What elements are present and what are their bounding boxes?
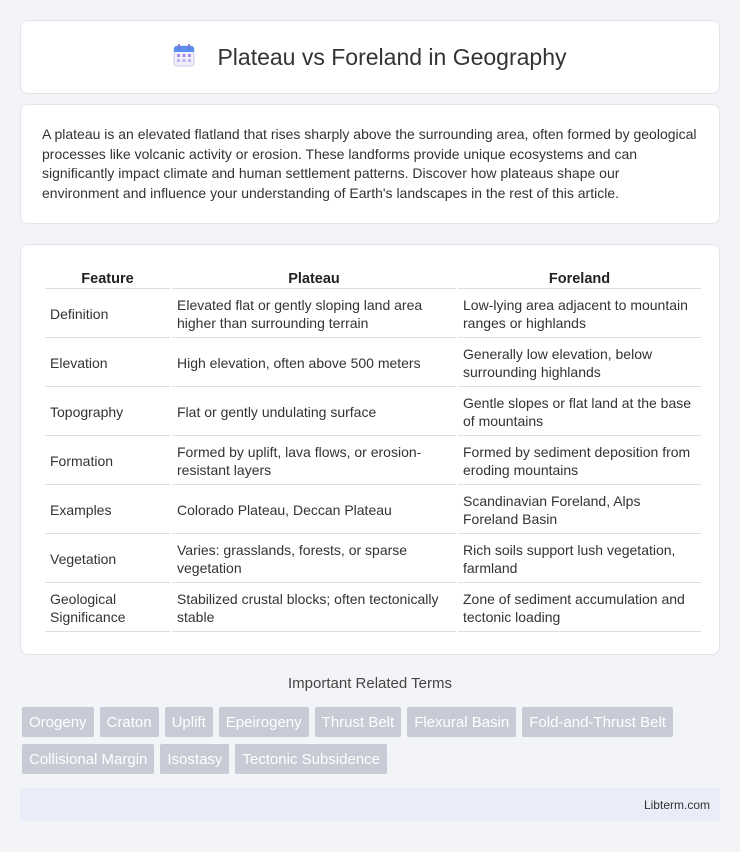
table-row bbox=[45, 389, 701, 436]
intro-text: A plateau is an elevated flatland that rises sharply above the surrounding area, often formed by geological processes like volcanic activity or erosion. These landforms provide unique ecosystems and can significantly impact climate and human settlement patterns. Discover how plateaus shape our environment and influence your understanding of Earth's landscapes in the rest of this article. bbox=[42, 126, 697, 201]
comparison-table-card bbox=[20, 244, 720, 655]
plateau-cell: Stabilized crustal blocks; often tectonically stable bbox=[172, 585, 456, 632]
calendar-icon bbox=[173, 43, 195, 72]
foreland-cell: Scandinavian Foreland, Alps Foreland Basin bbox=[458, 487, 701, 534]
foreland-cell: Formed by sediment deposition from eroding mountains bbox=[458, 438, 701, 485]
tag-collisional-margin[interactable]: Collisional Margin bbox=[22, 744, 154, 774]
foreland-cell: Low-lying area adjacent to mountain ranges or highlands bbox=[458, 291, 701, 338]
tag-uplift[interactable]: Uplift bbox=[165, 707, 213, 737]
comparison-table bbox=[43, 265, 703, 634]
table-row bbox=[45, 585, 701, 632]
tag-thrust-belt[interactable]: Thrust Belt bbox=[315, 707, 402, 737]
tag-orogeny[interactable]: Orogeny bbox=[22, 707, 94, 737]
feature-cell: Formation bbox=[45, 438, 170, 485]
footer bbox=[20, 788, 720, 821]
foreland-cell: Gentle slopes or flat land at the base of mountains bbox=[458, 389, 701, 436]
tag-craton[interactable]: Craton bbox=[100, 707, 159, 737]
intro-card bbox=[20, 104, 720, 224]
page-title: Plateau vs Foreland in Geography bbox=[217, 43, 567, 70]
foreland-cell: Zone of sediment accumulation and tectonic loading bbox=[458, 585, 701, 632]
header-feature: Feature bbox=[45, 267, 170, 289]
plateau-cell: Elevated flat or gently sloping land area higher than surrounding terrain bbox=[172, 291, 456, 338]
foreland-cell: Generally low elevation, below surrounding highlands bbox=[458, 340, 701, 387]
tag-tectonic-subsidence[interactable]: Tectonic Subsidence bbox=[235, 744, 387, 774]
tag-flexural-basin[interactable]: Flexural Basin bbox=[407, 707, 516, 737]
feature-cell: Geological Significance bbox=[45, 585, 170, 632]
feature-cell: Elevation bbox=[45, 340, 170, 387]
header-card bbox=[20, 20, 720, 94]
header-foreland: Foreland bbox=[458, 267, 701, 289]
feature-cell: Definition bbox=[45, 291, 170, 338]
related-terms-title: Important Related Terms bbox=[288, 675, 452, 692]
tag-fold-and-thrust-belt[interactable]: Fold-and-Thrust Belt bbox=[522, 707, 673, 737]
table-row bbox=[45, 487, 701, 534]
feature-cell: Topography bbox=[45, 389, 170, 436]
table-row bbox=[45, 438, 701, 485]
tag-epeirogeny[interactable]: Epeirogeny bbox=[219, 707, 309, 737]
tag-isostasy[interactable]: Isostasy bbox=[160, 744, 229, 774]
plateau-cell: Formed by uplift, lava flows, or erosion-resistant layers bbox=[172, 438, 456, 485]
plateau-cell: Colorado Plateau, Deccan Plateau bbox=[172, 487, 456, 534]
footer-site-link[interactable]: Libterm.com bbox=[643, 797, 710, 812]
related-terms-list bbox=[22, 707, 722, 781]
plateau-cell: Flat or gently undulating surface bbox=[172, 389, 456, 436]
feature-cell: Examples bbox=[45, 487, 170, 534]
foreland-cell: Rich soils support lush vegetation, farmland bbox=[458, 536, 701, 583]
table-header-row bbox=[45, 267, 701, 289]
header-plateau: Plateau bbox=[172, 267, 456, 289]
plateau-cell: High elevation, often above 500 meters bbox=[172, 340, 456, 387]
table-row bbox=[45, 536, 701, 583]
table-row bbox=[45, 340, 701, 387]
feature-cell: Vegetation bbox=[45, 536, 170, 583]
plateau-cell: Varies: grasslands, forests, or sparse vegetation bbox=[172, 536, 456, 583]
table-row bbox=[45, 291, 701, 338]
